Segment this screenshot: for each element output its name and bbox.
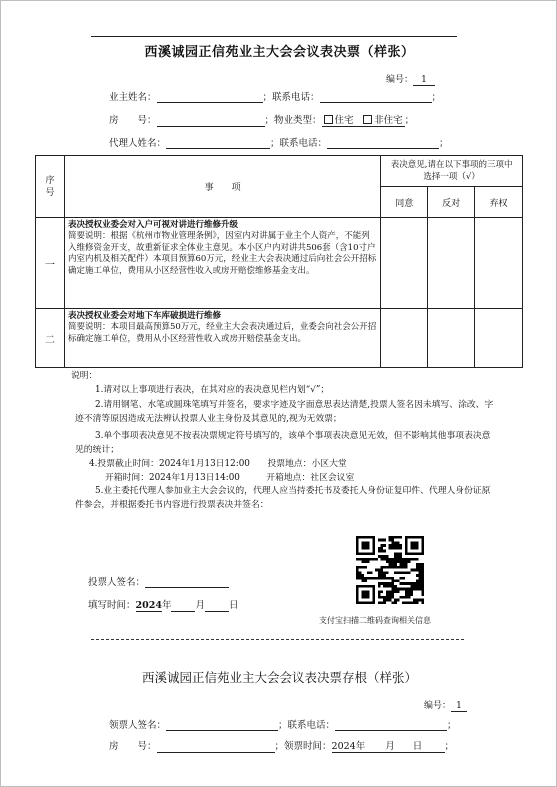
residential-checkbox[interactable]: [324, 115, 333, 124]
table-row: [36, 309, 523, 368]
stub-room-field[interactable]: [157, 742, 275, 753]
oppose-cell[interactable]: [428, 218, 475, 309]
item-description: 简要说明：本项目最高预算50万元，经业主大会表决通过后，业委会向社会公开招标确定施工单位，费用从小区经营性收入或房开赔偿基金支出。: [67, 322, 377, 344]
residential-label: 住宅: [334, 115, 354, 126]
stub-serial: [424, 698, 467, 712]
receiver-field[interactable]: [166, 720, 278, 731]
serial-value: 1: [413, 75, 435, 86]
note-4-opening: 开箱时间：2024年1月13日14:00 开箱地点：社区会议室: [105, 472, 355, 483]
agent-name-field[interactable]: [166, 138, 270, 149]
agent-phone-label: 联系电话：: [279, 138, 328, 149]
room-row: 房 号： ；物业类型： 住宅 非住宅 ；: [109, 115, 415, 126]
top-rule: [91, 36, 457, 37]
voter-sign-label: 投票人签名：: [88, 577, 146, 588]
serial-number: [386, 72, 435, 86]
owner-name-label: 业主姓名：: [109, 92, 157, 103]
note-1: 1.请对以上事项进行表决，在其对应的表决意见栏内划“√”；: [95, 384, 330, 395]
stub-phone-label: 联系电话：: [287, 720, 336, 731]
receive-time-label: 领票时间：: [284, 741, 332, 752]
owner-name-field[interactable]: [157, 92, 263, 103]
stub-phone-field[interactable]: [335, 720, 447, 731]
year-suffix: 年: [161, 600, 172, 611]
item-number: 二: [36, 309, 65, 368]
fill-date-label: 填写时间：: [88, 600, 136, 611]
qr-code: [356, 536, 424, 604]
note-5: 5.业主委托代理人参加业主大会会议的，代理人应当持委托书及委托人身份证复印件、代理人身份证原件参会，并根据委托书内容进行投票表决并签名：: [75, 486, 491, 510]
item-content: [64, 218, 380, 309]
stub-serial-label: 编号：: [424, 701, 452, 711]
oppose-cell[interactable]: [428, 309, 475, 368]
col-oppose-header: 反对: [428, 187, 475, 218]
note-3: 3.单个事项表决意见不按表决票规定符号填写的，该单个事项表决意见无效，但不影响其他事项表决意见的统计；: [75, 431, 491, 455]
stub-title: 西溪诚园正信苑业主大会会议表决票存根（样张）: [141, 670, 417, 685]
cut-line: [91, 639, 464, 640]
receiver-label: 领票人签名：: [109, 720, 167, 731]
instructions: [71, 370, 499, 512]
room-field[interactable]: [157, 116, 265, 127]
col-abstain-header: 弃权: [475, 187, 523, 218]
property-type-options: [322, 115, 405, 127]
phone-field[interactable]: [320, 92, 432, 103]
item-description: 简要说明：根据《杭州市物业管理条例》，因室内对讲属于业主个人资产，不能列入维修资金开支，故重新征求全体业主意见。本小区户内对讲共506套（含10寸户内室内机及相关配件）本项目预算60万元，经业主大会表决通过后向社会公开招标确定施工单位，费用从小区经营性收入或房开赔偿维修基金支出。: [67, 231, 377, 276]
item-number: 一: [36, 218, 65, 309]
fill-month-field[interactable]: [171, 601, 195, 612]
room-label: 房 号：: [109, 115, 157, 126]
note-2: 2.请用钢笔、水笔或圆珠笔填写并签名，要求字迹及字面意思表达清楚,投票人签名因未填写、涂改、字迹不清等原因造成无法辨认投票人业主身份及其意见的,视为无效票；: [75, 400, 494, 424]
note-4-deadline: 4.投票截止时间：2024年1月13日12:00 投票地点：小区大堂: [89, 459, 347, 469]
day-suffix: 日: [229, 600, 239, 611]
abstain-cell[interactable]: [475, 218, 523, 309]
receive-day-suffix: 日: [412, 741, 423, 752]
receive-time-field[interactable]: [332, 738, 445, 753]
vote-table: [35, 155, 523, 368]
stub-room-row: 房 号： ；领票时间：2024年 月 日 ；: [109, 738, 454, 753]
owner-name-row: 业主姓名： ；联系电话： ；: [109, 92, 442, 103]
phone-label: 联系电话：: [272, 92, 320, 103]
stub-room-label: 房 号：: [109, 741, 157, 752]
receive-month-suffix: 月: [385, 741, 395, 752]
property-type-label: 物业类型：: [274, 115, 322, 126]
fill-date-row: [88, 597, 239, 612]
receive-year: 2024年: [331, 741, 366, 752]
item-title: 表决授权业委会对地下车库破损进行维修: [67, 311, 221, 321]
agent-row: 代理人姓名： ；联系电话： ；: [109, 138, 449, 149]
agree-cell[interactable]: [381, 309, 428, 368]
col-seq-header: 序号: [36, 156, 65, 218]
fill-day-field[interactable]: [205, 601, 229, 612]
month-suffix: 月: [195, 600, 205, 611]
item-content: [64, 309, 380, 368]
col-opinion-header: 表决意见,请在以下事项的三项中选择一项（√）: [381, 156, 523, 187]
serial-label: 编号：: [386, 75, 414, 85]
stub-serial-value: 1: [451, 701, 467, 712]
ballot-title: 西溪诚园正信苑业主大会会议表决票（样张）: [144, 45, 415, 60]
col-item-header: 事 项: [64, 156, 380, 218]
abstain-cell[interactable]: [475, 309, 523, 368]
voter-sign-row: [88, 574, 229, 588]
item-title: 表决授权业委会对入户可视对讲进行维修升级: [67, 220, 238, 230]
agent-phone-field[interactable]: [327, 138, 439, 149]
table-row: [36, 218, 523, 309]
notes-heading: 说明：: [71, 371, 98, 381]
agent-name-label: 代理人姓名：: [109, 138, 167, 149]
qr-caption: 支付宝扫描二维码查询相关信息: [319, 616, 431, 625]
nonresidential-checkbox[interactable]: [363, 115, 372, 124]
stub-receiver-row: 领票人签名： ；联系电话： ；: [109, 720, 457, 731]
voter-sign-field[interactable]: [145, 577, 229, 588]
col-agree-header: 同意: [381, 187, 428, 218]
agree-cell[interactable]: [381, 218, 428, 309]
fill-year: 2024: [135, 600, 162, 611]
nonresidential-label: 非住宅: [374, 115, 403, 126]
